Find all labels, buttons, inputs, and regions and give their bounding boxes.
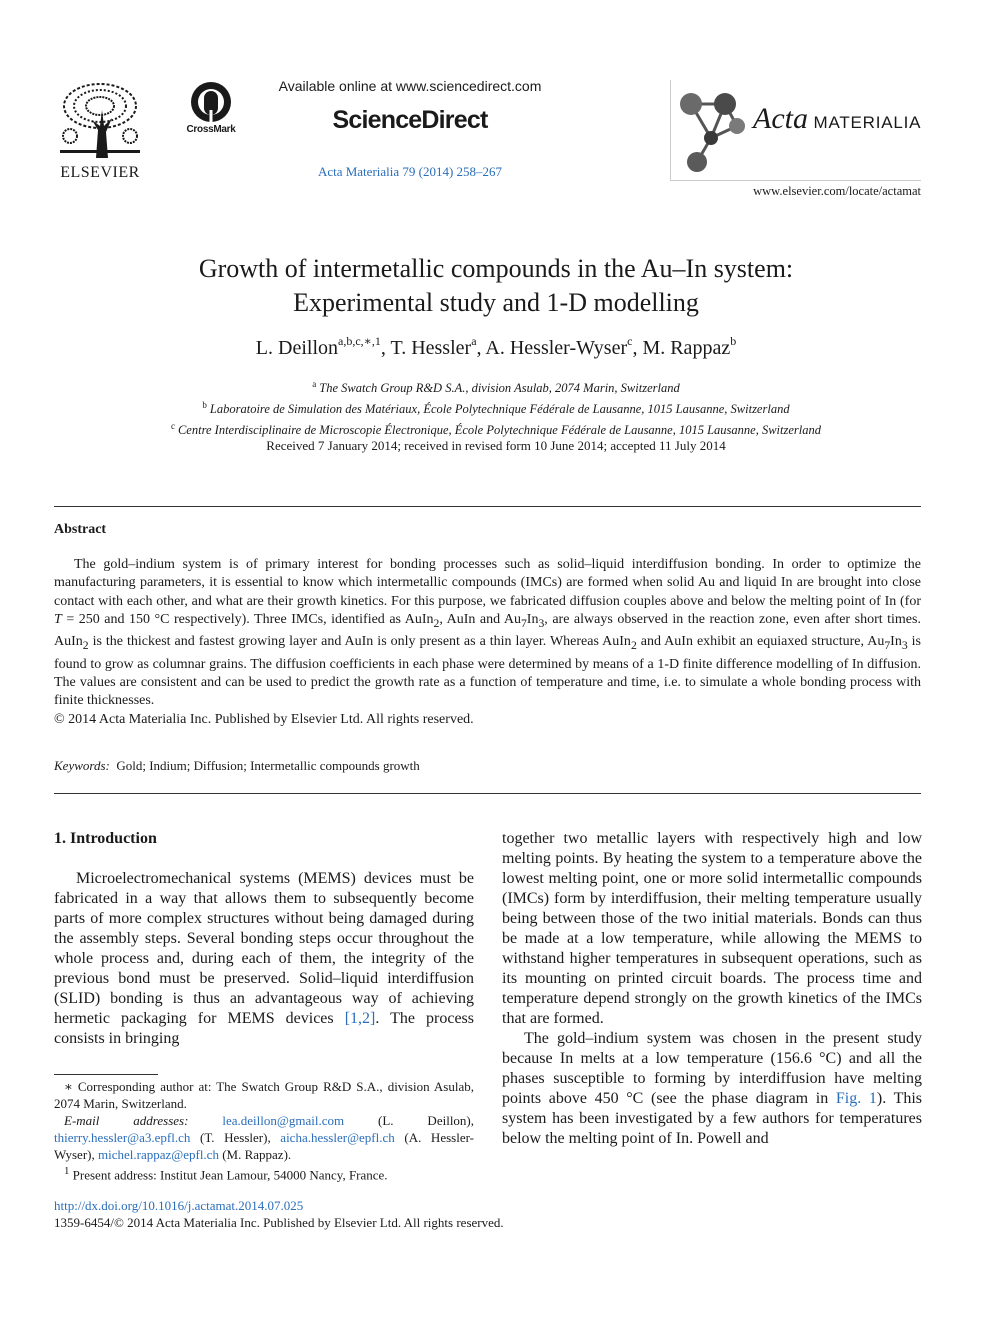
section-heading: 1. Introduction <box>54 830 157 847</box>
abstract-text: In <box>526 612 539 628</box>
crossmark-icon <box>189 80 233 124</box>
author-separator: , <box>380 337 391 359</box>
affiliation-text: The Swatch Group R&D S.A., division Asulab, 2074 Marin, Switzerland <box>319 381 680 395</box>
abstract-text: is the thickest and fastest growing layer and AuIn is only present as a thin layer. Whereas AuIn <box>88 634 631 650</box>
title-line-2: Experimental study and 1-D modelling <box>293 288 699 317</box>
abstract-text: In <box>890 634 902 650</box>
abstract-top-rule <box>54 506 921 507</box>
author-separator: , <box>476 337 486 359</box>
reference-link[interactable]: [1,2] <box>344 1010 376 1027</box>
abstract-text: and AuIn exhibit an equiaxed structure, Au <box>636 634 885 650</box>
intro-paragraph <box>54 869 474 1049</box>
subscript: 3 <box>901 639 908 653</box>
title-line-1: Growth of intermetallic compounds in the Au–In system: <box>198 254 794 283</box>
acta-materialia-logo[interactable] <box>670 80 921 180</box>
affiliation-mark: c <box>170 421 175 431</box>
abstract-paragraph <box>54 556 921 711</box>
affiliation-item <box>60 397 932 418</box>
affiliation-mark: a <box>312 379 317 389</box>
publisher-name: ELSEVIER <box>60 164 140 181</box>
journal-citation-link[interactable]: Acta Materialia 79 (2014) 258–267 <box>317 164 503 179</box>
subscript: 2 <box>433 617 440 631</box>
article-title <box>60 252 932 320</box>
subscript: 3 <box>538 617 545 631</box>
abstract-heading: Abstract <box>54 522 107 537</box>
subscript: 7 <box>520 617 527 631</box>
subscript: 2 <box>82 639 89 653</box>
elsevier-logo[interactable] <box>54 80 146 184</box>
author-affiliation-marks[interactable]: a,b,c,∗,1 <box>338 334 381 348</box>
email-link[interactable]: lea.deillon@gmail.com <box>222 1113 345 1128</box>
affiliation-mark: b <box>202 400 207 410</box>
body-text: Microelectromechanical systems (MEMS) devices must be fabricated in a way that allows them to subsequently become parts of more complex structures without being damaged during the assembly steps. Several bonding steps occur throughout the whole process and, during each of them, the integrity of the previous bond must be preserved. Solid–liquid interdiffusion (SLID) bonding is thus an advantageous way of achieving hermetic packaging for MEMS devices <box>54 870 474 1027</box>
journal-name-materialia: MATERIALIA <box>807 113 922 132</box>
molecule-icon <box>675 86 751 174</box>
body-text: The gold–indium system was chosen in the present study because In melts at a low temperature (156.6 °C) and all the phases susceptible to forming by interdiffusion have melting points above 450 °C (see the phase diagram in <box>502 1030 922 1107</box>
available-online: Available online at www.sciencedirect.com <box>278 78 542 94</box>
author-name[interactable]: L. Deillon <box>255 337 339 359</box>
affiliation-item <box>60 376 932 397</box>
author-affiliation-marks[interactable]: c <box>627 334 633 348</box>
present-address-text: Present address: Institut Jean Lamour, 54000 Nancy, France. <box>69 1167 388 1183</box>
sciencedirect-brand[interactable]: ScienceDirect <box>332 106 488 134</box>
email-link[interactable]: aicha.hessler@epfl.ch <box>280 1130 395 1145</box>
email-owner: (L. Deillon), <box>344 1113 475 1128</box>
author-affiliation-marks[interactable]: a <box>471 334 477 348</box>
figure-link[interactable]: Fig. 1 <box>835 1090 877 1107</box>
affiliation-item <box>60 418 932 439</box>
email-link[interactable]: thierry.hessler@a3.epfl.ch <box>54 1130 191 1145</box>
abstract-text: The gold–indium system is of primary interest for bonding processes such as solid–liquid interdiffusion bonding. In order to optimize the manufacturing parameters, it is essential to know which intermetallic compounds (IMCs) are formed when solid Au and liquid In are brought into close contact with each other, and what are their growth kinetics. For this purpose, we fabricated diffusion couples above and below the melting point of In (for <box>54 557 921 609</box>
header-rule <box>670 180 921 181</box>
footnote-rule <box>54 1074 158 1075</box>
issn-copyright: 1359-6454/© 2014 Acta Materialia Inc. Published by Elsevier Ltd. All rights reserved. <box>54 1215 504 1230</box>
intro-paragraph-continued: together two metallic layers with respectively high and low melting points. By heating the system to a temperature above the lowest melting point, one or more solid intermetallic compounds (IMCs) form by interdiffusion, their melting temperature usually being between those of the two initial materials. Bonds can thus be made at a low temperature, while allowing the MEMS to withstand higher temperatures in subsequent operations, such as its mounting on printed circuit boards. The process time and temperature depend strongly on the growth kinetics of the IMCs that are formed. <box>502 830 922 1027</box>
abstract-var-t: T <box>54 612 62 628</box>
elsevier-tree-icon <box>56 80 144 160</box>
intro-paragraph <box>502 1029 922 1149</box>
author-affiliation-marks[interactable]: b <box>730 334 737 348</box>
author-name[interactable]: M. Rappaz <box>642 337 731 359</box>
abstract-text: , AuIn and Au <box>439 612 521 628</box>
abstract-bottom-rule <box>54 793 921 794</box>
abstract-text: , are always observed in the reaction zone, even after short times. AuIn <box>54 612 921 650</box>
keywords-label: Keywords: <box>54 758 110 773</box>
crossmark-badge[interactable] <box>183 80 239 140</box>
author-separator: , <box>632 337 643 359</box>
keywords <box>54 758 420 774</box>
subscript: 7 <box>884 639 891 653</box>
affiliation-list <box>60 376 932 439</box>
email-owner: (A. Hessler-Wyser), <box>54 1130 474 1162</box>
doi-link[interactable]: http://dx.doi.org/10.1016/j.actamat.2014.07.025 <box>54 1198 304 1213</box>
email-addresses <box>54 1112 474 1163</box>
author-list <box>60 334 932 360</box>
body-text: ). This system has been investigated by a few authors for temperatures below the melting point of In. Powell and <box>502 1090 923 1147</box>
body-text: . The process consists in bringing <box>54 1010 474 1047</box>
abstract-body <box>54 556 921 729</box>
journal-url[interactable]: www.elsevier.com/locate/actamat <box>753 184 921 198</box>
subscript: 2 <box>630 639 637 653</box>
keywords-text: Gold; Indium; Diffusion; Intermetallic compounds growth <box>116 758 420 773</box>
author-name[interactable]: T. Hessler <box>390 337 472 359</box>
right-column <box>502 829 922 1149</box>
received-dates: Received 7 January 2014; received in revised form 10 June 2014; accepted 11 July 2014 <box>266 438 726 453</box>
left-column <box>54 829 474 1049</box>
journal-name <box>753 102 921 136</box>
email-owner: (M. Rappaz). <box>218 1147 292 1162</box>
corresponding-author-note: ∗ Corresponding author at: The Swatch Group R&D S.A., division Asulab, 2074 Marin, Switzerland. <box>54 1079 474 1111</box>
abstract-text: = 250 and 150 °C respectively). Three IMCs, identified as AuIn <box>61 612 434 628</box>
author-name[interactable]: A. Hessler-Wyser <box>485 337 628 359</box>
affiliation-text: Centre Interdisciplinaire de Microscopie Électronique, École Polytechnique Fédérale de Lausanne, 1015 Lausanne, Switzerland <box>177 423 822 437</box>
email-label: E-mail addresses: <box>64 1113 189 1128</box>
present-address-note <box>54 1163 474 1183</box>
email-owner: (T. Hessler), <box>190 1130 281 1145</box>
abstract-copyright: © 2014 Acta Materialia Inc. Published by Elsevier Ltd. All rights reserved. <box>54 711 474 727</box>
footnote-mark: 1 <box>64 1165 70 1177</box>
journal-name-acta: Acta <box>753 102 808 135</box>
crossmark-label: CrossMark <box>186 124 236 135</box>
email-link[interactable]: michel.rappaz@epfl.ch <box>97 1147 219 1162</box>
journal-header <box>0 0 992 200</box>
footnotes <box>54 1078 474 1183</box>
abstract-text: is found to grow as columnar grains. The diffusion coefficients in each phase were determined by means of a 1-D finite difference modelling of In diffusion. The values are consistent and can be used to predict the growth rate as a function of temperature and time, i.e. to simulate a whole bonding process with finite thicknesses. <box>54 634 921 709</box>
affiliation-text: Laboratoire de Simulation des Matériaux, École Polytechnique Fédérale de Lausanne, 1015 Lausanne, Switzerland <box>209 402 790 416</box>
